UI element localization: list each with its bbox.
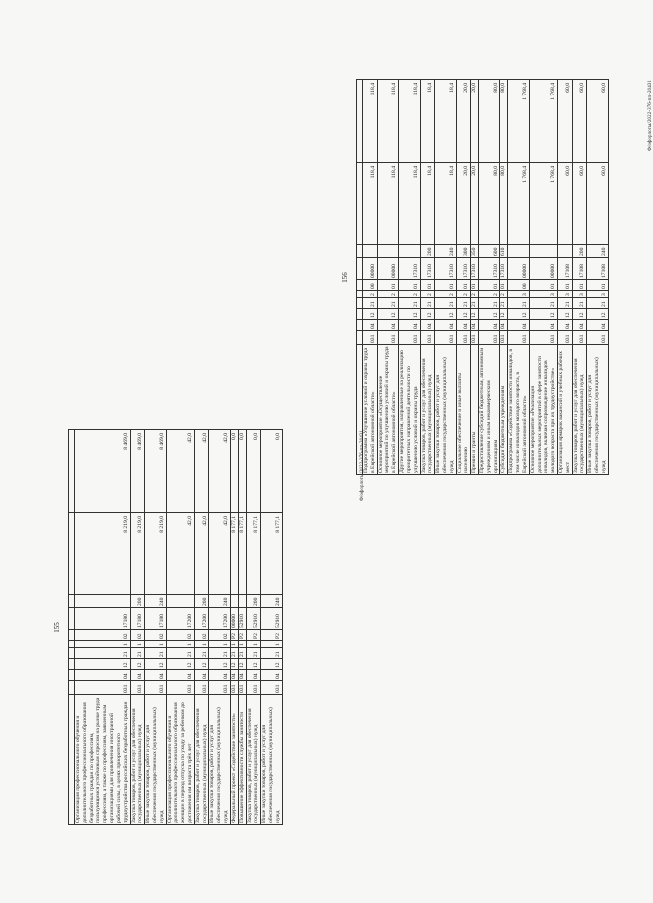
code-ministry: 031 [529, 331, 557, 345]
code-subprogram: 2 [479, 291, 500, 298]
code-expense-type: 200 [130, 595, 145, 608]
amount-year-1: 18,4 [435, 163, 456, 245]
code-expense-type: 240 [209, 595, 230, 608]
code-subprogram: 3 [587, 291, 608, 298]
code-expense-type [238, 595, 246, 608]
amount-year-2: 118,4 [377, 80, 398, 163]
table-row [209, 430, 230, 825]
code-subsection: 12 [435, 309, 456, 320]
code-subprogram: 2 [500, 291, 508, 298]
code-ministry: 031 [420, 331, 435, 345]
code-program: 21 [246, 648, 261, 659]
code-program: 21 [456, 298, 471, 309]
code-subsection: 12 [209, 659, 230, 670]
code-direction: 00000 [377, 258, 398, 280]
code-expense-type: 600 [479, 245, 500, 258]
code-measure: 01 [587, 280, 608, 291]
amount-year-2: 1 768,4 [529, 80, 557, 163]
code-section: 04 [479, 320, 500, 331]
amount-year-1: 8 177,1 [261, 513, 282, 595]
code-section: 04 [130, 670, 145, 681]
code-direction: 17310 [435, 258, 456, 280]
amount-year-2: 60,0 [557, 80, 572, 163]
row-name: Подпрограмма «Улучшение условий и охраны труда в Еврейской автономной области» [363, 345, 378, 475]
code-program: 21 [587, 298, 608, 309]
page-number: 155 [53, 622, 61, 633]
code-measure: 01 [471, 280, 479, 291]
code-expense-type [508, 245, 529, 258]
code-subsection: 12 [399, 309, 420, 320]
code-expense-type: 350 [471, 245, 479, 258]
table-row [508, 80, 529, 475]
row-name: Закупка товаров, работ и услуг для обеспечения государственных (муниципальных) нужд [194, 695, 209, 825]
row-name: Организация профессионального обучения и дополнительного профессионального образования безработных граждан по профессиям, пользующимся устойчивым спросом на рынке труда профессиям, а также по профессиям, заявленным организациями для привлечения иностранной рабочей силы, в целях приоритетного трудоустройства российских безработных граждан [75, 695, 131, 825]
row-name: Иные закупки товаров, работ и услуг для обеспечения государственных (муниципальных) нужд [435, 345, 456, 475]
table-row [230, 430, 238, 825]
code-program: 21 [420, 298, 435, 309]
code-measure: 01 [377, 280, 398, 291]
code-direction: 17200 [209, 608, 230, 630]
code-expense-type: 610 [500, 245, 508, 258]
code-subsection: 12 [377, 309, 398, 320]
code-subsection: 12 [479, 309, 500, 320]
code-expense-type: 200 [194, 595, 209, 608]
amount-year-1: 18,4 [420, 163, 435, 245]
code-program: 21 [261, 648, 282, 659]
table-row [399, 80, 420, 475]
table-row [166, 430, 194, 825]
code-expense-type [230, 595, 238, 608]
row-name: Повышение эффективности службы занятости [238, 695, 246, 825]
code-measure: 01 [557, 280, 572, 291]
code-section: 04 [557, 320, 572, 331]
amount-year-2: 8 469,0 [145, 430, 166, 513]
code-subprogram: 1 [261, 641, 282, 648]
code-expense-type: 300 [456, 245, 471, 258]
code-section: 04 [145, 670, 166, 681]
table-row [261, 430, 282, 825]
code-direction: 52910 [246, 608, 261, 630]
amount-year-2: 80,0 [500, 80, 508, 163]
amount-year-1: 60,0 [572, 163, 587, 245]
code-measure: 01 [529, 280, 557, 291]
code-expense-type [75, 595, 131, 608]
code-subsection: 12 [363, 309, 378, 320]
code-direction: 17180 [130, 608, 145, 630]
code-direction: 17108 [587, 258, 608, 280]
code-section: 04 [246, 670, 261, 681]
row-name: Закупка товаров, работ и услуг для обеспечения государственных (муниципальных) нужд [420, 345, 435, 475]
amount-year-2: 118,4 [363, 80, 378, 163]
code-subprogram: 2 [377, 291, 398, 298]
code-subprogram: 3 [508, 291, 529, 298]
code-subprogram: 2 [420, 291, 435, 298]
code-expense-type [363, 245, 378, 258]
row-name: Организация профессионального обучения и дополнительного профессионального образования женщин в период отпуска по уходу за ребенком до достижения им возраста трёх лет [166, 695, 194, 825]
table-row [363, 80, 378, 475]
code-subsection: 12 [230, 659, 238, 670]
amount-year-2: 0,0 [238, 430, 246, 513]
amount-year-2: 80,0 [479, 80, 500, 163]
code-subprogram: 1 [246, 641, 261, 648]
code-subsection: 12 [557, 309, 572, 320]
code-subsection: 12 [587, 309, 608, 320]
code-expense-type [166, 595, 194, 608]
code-direction: 17180 [145, 608, 166, 630]
code-measure: 01 [479, 280, 500, 291]
code-expense-type: 240 [261, 595, 282, 608]
budget-table [356, 79, 609, 475]
code-program: 21 [145, 648, 166, 659]
code-direction: 00000 [529, 258, 557, 280]
code-program: 21 [572, 298, 587, 309]
row-name: Закупка товаров, работ и услуг для обеспечения государственных (муниципальных) нужд [130, 695, 145, 825]
code-direction: 52910 [261, 608, 282, 630]
amount-year-2: 8 469,0 [75, 430, 131, 513]
code-program: 21 [75, 648, 131, 659]
code-direction: 17310 [479, 258, 500, 280]
code-expense-type: 200 [572, 245, 587, 258]
code-direction: 00000 [508, 258, 529, 280]
code-subsection: 12 [471, 309, 479, 320]
table-row [246, 430, 261, 825]
code-subprogram: 1 [145, 641, 166, 648]
amount-year-2: 60,0 [587, 80, 608, 163]
amount-year-1: 1 768,4 [508, 163, 529, 245]
code-direction: 17310 [399, 258, 420, 280]
row-name: Предоставление субсидий бюджетным, автономным учреждениям и иным некоммерческим организациям [479, 345, 500, 475]
code-section: 04 [209, 670, 230, 681]
code-section: 04 [456, 320, 471, 331]
amount-year-2: 1 768,4 [508, 80, 529, 163]
amount-year-2: 18,4 [420, 80, 435, 163]
code-direction: 17108 [557, 258, 572, 280]
code-direction: 00000 [230, 608, 238, 630]
code-ministry: 031 [435, 331, 456, 345]
code-subsection: 12 [238, 659, 246, 670]
code-subprogram: 3 [572, 291, 587, 298]
code-ministry: 031 [130, 681, 145, 695]
code-ministry: 031 [572, 331, 587, 345]
amount-year-2: 20,0 [471, 80, 479, 163]
code-section: 04 [261, 670, 282, 681]
code-subsection: 12 [420, 309, 435, 320]
table-row [471, 80, 479, 475]
code-direction: 17310 [456, 258, 471, 280]
code-section: 04 [166, 670, 194, 681]
code-program: 21 [130, 648, 145, 659]
code-subprogram: 2 [363, 291, 378, 298]
code-subsection: 12 [500, 309, 508, 320]
amount-year-1: 80,0 [500, 163, 508, 245]
code-ministry: 031 [377, 331, 398, 345]
page-footer: Ф/офорлоты/2022-376-пп-20431 [360, 430, 365, 502]
code-expense-type: 240 [587, 245, 608, 258]
amount-year-1: 118,4 [363, 163, 378, 245]
table-row [130, 430, 145, 825]
code-direction: 17200 [194, 608, 209, 630]
code-program: 21 [209, 648, 230, 659]
code-section: 04 [377, 320, 398, 331]
code-measure: 02 [166, 630, 194, 641]
code-measure: 01 [435, 280, 456, 291]
table-row [587, 80, 608, 475]
code-subprogram: 1 [209, 641, 230, 648]
code-expense-type [557, 245, 572, 258]
code-measure: P2 [261, 630, 282, 641]
code-section: 04 [508, 320, 529, 331]
code-subsection: 12 [508, 309, 529, 320]
code-ministry: 031 [557, 331, 572, 345]
code-direction: 17310 [500, 258, 508, 280]
code-program: 21 [529, 298, 557, 309]
code-direction: 17108 [572, 258, 587, 280]
code-measure: 02 [75, 630, 131, 641]
row-name: Иные закупки товаров, работ и услуг для обеспечения государственных (муниципальных) нужд [261, 695, 282, 825]
amount-year-1: 8 177,1 [230, 513, 238, 595]
code-ministry: 031 [471, 331, 479, 345]
code-program: 21 [500, 298, 508, 309]
code-ministry: 031 [238, 681, 246, 695]
code-subprogram: 2 [456, 291, 471, 298]
code-subprogram: 2 [471, 291, 479, 298]
code-ministry: 031 [246, 681, 261, 695]
code-ministry: 031 [230, 681, 238, 695]
code-program: 21 [479, 298, 500, 309]
amount-year-1: 8 219,0 [75, 513, 131, 595]
code-measure: 01 [456, 280, 471, 291]
code-measure: 00 [508, 280, 529, 291]
code-direction: 17200 [166, 608, 194, 630]
amount-year-2: 118,4 [399, 80, 420, 163]
amount-year-1: 42,0 [209, 513, 230, 595]
row-name: Федеральный проект «Содействие занятости» [230, 695, 238, 825]
code-direction: 52910 [238, 608, 246, 630]
code-program: 21 [194, 648, 209, 659]
code-expense-type [377, 245, 398, 258]
amount-year-1: 20,0 [456, 163, 471, 245]
code-subsection: 12 [261, 659, 282, 670]
code-expense-type: 200 [246, 595, 261, 608]
code-section: 04 [75, 670, 131, 681]
code-subsection: 12 [529, 309, 557, 320]
code-program: 21 [238, 648, 246, 659]
amount-year-2: 0,0 [261, 430, 282, 513]
code-ministry: 031 [587, 331, 608, 345]
amount-year-2: 18,4 [435, 80, 456, 163]
code-subprogram: 1 [194, 641, 209, 648]
table-row [435, 80, 456, 475]
code-measure: 01 [572, 280, 587, 291]
code-program: 21 [435, 298, 456, 309]
code-section: 04 [471, 320, 479, 331]
row-name: Иные закупки товаров, работ и услуг для обеспечения государственных (муниципальных) нужд [209, 695, 230, 825]
code-section: 04 [500, 320, 508, 331]
code-subprogram: 3 [557, 291, 572, 298]
code-section: 04 [238, 670, 246, 681]
code-direction: 17180 [75, 608, 131, 630]
row-name: Иные закупки товаров, работ и услуг для обеспечения государственных (муниципальных) нужд [145, 695, 166, 825]
row-name: Закупка товаров, работ и услуг для обеспечения государственных (муниципальных) нужд [246, 695, 261, 825]
code-subprogram: 1 [75, 641, 131, 648]
row-name: Основное мероприятие «Осуществление мероприятий по улучшению условий и охраны труда в Еврейской автономной области» [377, 345, 398, 475]
table-row [557, 80, 572, 475]
code-subprogram: 2 [399, 291, 420, 298]
code-ministry: 031 [194, 681, 209, 695]
amount-year-2: 0,0 [230, 430, 238, 513]
code-expense-type [399, 245, 420, 258]
table-row [194, 430, 209, 825]
code-ministry: 031 [209, 681, 230, 695]
row-name: Иные закупки товаров, работ и услуг для обеспечения государственных (муниципальных) нужд [587, 345, 608, 475]
code-section: 04 [230, 670, 238, 681]
row-name: Подпрограмма «Содействие занятости инвалидов, в том числе инвалидов молодого возраста, в Еврейской автономной области» [508, 345, 529, 475]
code-section: 04 [363, 320, 378, 331]
amount-year-1: 8 219,0 [145, 513, 166, 595]
code-ministry: 031 [363, 331, 378, 345]
amount-year-1: 8 219,0 [130, 513, 145, 595]
row-name: Социальное обеспечение и иные выплаты населению [456, 345, 471, 475]
code-ministry: 031 [145, 681, 166, 695]
code-section: 04 [572, 320, 587, 331]
code-subsection: 12 [456, 309, 471, 320]
code-subprogram: 1 [230, 641, 238, 648]
amount-year-2: 0,0 [246, 430, 261, 513]
code-section: 04 [587, 320, 608, 331]
code-ministry: 031 [456, 331, 471, 345]
code-subprogram: 1 [130, 641, 145, 648]
amount-year-2: 42,0 [194, 430, 209, 513]
table-row [529, 80, 557, 475]
code-measure: P2 [238, 630, 246, 641]
amount-year-2: 42,0 [166, 430, 194, 513]
code-expense-type: 240 [435, 245, 456, 258]
code-measure: 01 [399, 280, 420, 291]
code-ministry: 031 [508, 331, 529, 345]
row-name: Другие мероприятия, направленные на реализацию приоритетных направлений деятельности по улучшению условий и охраны труда [399, 345, 420, 475]
code-subprogram: 3 [529, 291, 557, 298]
code-subsection: 12 [572, 309, 587, 320]
amount-year-1: 42,0 [194, 513, 209, 595]
code-ministry: 031 [399, 331, 420, 345]
table-row [456, 80, 471, 475]
code-section: 04 [194, 670, 209, 681]
code-program: 21 [508, 298, 529, 309]
amount-year-1: 60,0 [587, 163, 608, 245]
code-measure: P2 [230, 630, 238, 641]
row-name: Основное мероприятие «Реализация дополнительных мероприятий в сфере занятости инвалидов, включая сопровождение инвалидов молодого возраста при их трудоустройстве» [529, 345, 557, 475]
code-expense-type [529, 245, 557, 258]
code-section: 04 [435, 320, 456, 331]
amount-year-1: 118,4 [399, 163, 420, 245]
code-measure: 02 [194, 630, 209, 641]
code-measure: 01 [500, 280, 508, 291]
table-row [377, 80, 398, 475]
budget-table [68, 429, 283, 825]
amount-year-1: 1 768,4 [529, 163, 557, 245]
code-measure: 01 [420, 280, 435, 291]
amount-year-1: 42,0 [166, 513, 194, 595]
code-ministry: 031 [75, 681, 131, 695]
code-ministry: 031 [479, 331, 500, 345]
code-program: 21 [166, 648, 194, 659]
code-direction: 17310 [471, 258, 479, 280]
table-row [420, 80, 435, 475]
code-subsection: 12 [194, 659, 209, 670]
amount-year-1: 80,0 [479, 163, 500, 245]
page-number: 156 [341, 272, 349, 283]
code-measure: P2 [246, 630, 261, 641]
code-measure: 02 [209, 630, 230, 641]
table-row [500, 80, 508, 475]
code-direction: 17310 [420, 258, 435, 280]
code-program: 21 [363, 298, 378, 309]
code-subprogram: 1 [238, 641, 246, 648]
code-measure: 00 [363, 280, 378, 291]
amount-year-1: 8 177,1 [246, 513, 261, 595]
code-measure: 02 [145, 630, 166, 641]
table-row [479, 80, 500, 475]
code-section: 04 [420, 320, 435, 331]
code-program: 21 [399, 298, 420, 309]
amount-year-1: 118,4 [377, 163, 398, 245]
code-ministry: 031 [166, 681, 194, 695]
amount-year-1: 8 177,1 [238, 513, 246, 595]
code-expense-type: 200 [420, 245, 435, 258]
code-direction: 00000 [363, 258, 378, 280]
page-156 [341, 80, 653, 475]
table-row [572, 80, 587, 475]
code-ministry: 031 [500, 331, 508, 345]
code-section: 04 [529, 320, 557, 331]
code-ministry: 031 [261, 681, 282, 695]
code-subsection: 12 [145, 659, 166, 670]
code-program: 21 [471, 298, 479, 309]
code-subprogram: 1 [166, 641, 194, 648]
code-subsection: 12 [130, 659, 145, 670]
table-row [75, 430, 131, 825]
table-row [238, 430, 246, 825]
code-subprogram: 2 [435, 291, 456, 298]
code-expense-type: 240 [145, 595, 166, 608]
code-subsection: 12 [75, 659, 131, 670]
amount-year-1: 20,0 [471, 163, 479, 245]
row-name: Закупка товаров, работ и услуг для обеспечения государственных (муниципальных) нужд [572, 345, 587, 475]
row-name: Организация ярмарок вакансий и учебных рабочих мест [557, 345, 572, 475]
code-section: 04 [399, 320, 420, 331]
amount-year-2: 8 469,0 [130, 430, 145, 513]
code-program: 21 [230, 648, 238, 659]
amount-year-2: 60,0 [572, 80, 587, 163]
amount-year-2: 20,0 [456, 80, 471, 163]
code-subsection: 12 [166, 659, 194, 670]
code-measure: 02 [130, 630, 145, 641]
amount-year-1: 60,0 [557, 163, 572, 245]
code-program: 21 [557, 298, 572, 309]
page-footer: Ф/офорлоты/2022-376-пп-20431 [648, 80, 653, 152]
code-program: 21 [377, 298, 398, 309]
page-155 [53, 430, 365, 825]
row-name: Субсидии бюджетным учреждениям [500, 345, 508, 475]
row-name: Премии и гранты [471, 345, 479, 475]
amount-year-2: 42,0 [209, 430, 230, 513]
table-row [145, 430, 166, 825]
code-subsection: 12 [246, 659, 261, 670]
